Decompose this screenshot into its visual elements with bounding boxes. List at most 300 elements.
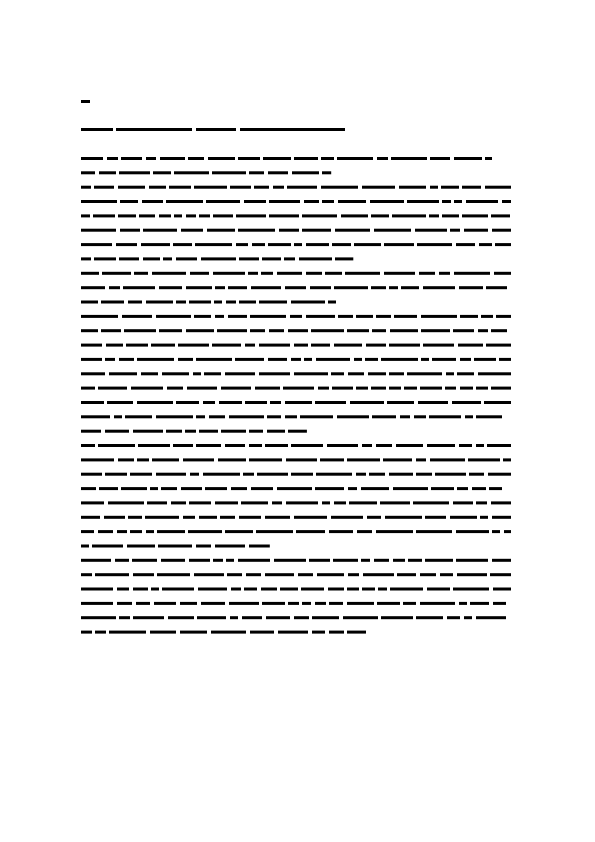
text-word-mark (226, 559, 234, 562)
text-word-mark (466, 200, 498, 203)
text-word-mark (81, 516, 100, 519)
text-word-mark (265, 444, 288, 447)
text-word-mark (472, 487, 486, 490)
text-word-mark (81, 243, 112, 246)
text-word-mark (178, 358, 193, 361)
text-word-mark (302, 229, 331, 232)
text-word-mark (372, 415, 396, 418)
text-word-mark (286, 501, 318, 504)
text-word-mark (460, 387, 473, 390)
text-word-mark (302, 602, 311, 605)
text-word-mark (181, 487, 202, 490)
text-word-mark (329, 602, 343, 605)
text-word-mark (176, 301, 186, 304)
text-word-mark (107, 401, 133, 404)
text-word-mark (257, 473, 288, 476)
text-word-mark (425, 516, 446, 519)
text-word-mark (183, 516, 195, 519)
text-word-mark (167, 387, 183, 390)
text-word-mark (137, 401, 173, 404)
text-word-mark (212, 344, 241, 347)
text-word-mark (81, 358, 102, 361)
text-word-mark (121, 157, 142, 160)
text-word-mark (213, 272, 245, 275)
text-word-mark (221, 430, 246, 433)
text-word-mark (92, 545, 123, 548)
text-word-mark (468, 458, 500, 461)
text-word-mark (476, 387, 488, 390)
text-word-mark (149, 186, 166, 189)
text-word-mark (145, 516, 179, 519)
text-word-mark (189, 301, 211, 304)
text-word-mark (199, 516, 217, 519)
text-word-mark (154, 602, 176, 605)
text-word-mark (274, 559, 306, 562)
text-word-mark (81, 329, 98, 332)
text-word-mark (117, 588, 129, 591)
text-word-mark (150, 487, 158, 490)
text-word-mark (416, 473, 432, 476)
text-word-mark (291, 473, 313, 476)
text-word-mark (269, 200, 300, 203)
text-word-mark (370, 200, 404, 203)
text-word-mark (440, 573, 453, 576)
text-word-mark (152, 272, 186, 275)
text-word-mark (98, 387, 127, 390)
text-word-mark (421, 329, 450, 332)
text-word-mark (151, 344, 175, 347)
text-word-mark (186, 286, 212, 289)
text-word-mark (98, 530, 113, 533)
text-word-mark (270, 401, 281, 404)
text-word-mark (169, 186, 191, 189)
text-word-mark (460, 358, 471, 361)
text-word-mark (163, 257, 172, 260)
text-word-mark (493, 602, 506, 605)
text-word-mark (389, 372, 404, 375)
text-word-mark (203, 473, 240, 476)
text-word-mark (442, 214, 459, 217)
text-word-mark (318, 387, 329, 390)
text-word-mark (429, 214, 439, 217)
text-word-mark (430, 458, 465, 461)
text-word-mark (389, 473, 413, 476)
text-word-mark (338, 315, 353, 318)
text-word-mark (320, 458, 344, 461)
text-word-mark (249, 444, 262, 447)
text-word-mark (158, 545, 192, 548)
text-word-mark (81, 415, 110, 418)
text-word-mark (261, 272, 273, 275)
text-word-mark (265, 573, 294, 576)
text-word-mark (454, 272, 490, 275)
text-word-mark (474, 358, 496, 361)
text-word-mark (420, 573, 436, 576)
text-word-mark (495, 243, 511, 246)
text-word-mark (390, 588, 423, 591)
text-word-mark (127, 545, 155, 548)
text-word-mark (188, 530, 222, 533)
text-word-mark (452, 401, 481, 404)
text-word-mark (462, 214, 488, 217)
text-word-mark (250, 631, 274, 634)
text-word-mark (134, 272, 148, 275)
text-word-mark (332, 387, 353, 390)
text-word-mark (491, 329, 507, 332)
text-word-mark (214, 301, 222, 304)
text-word-mark (227, 573, 242, 576)
text-word-mark (381, 358, 418, 361)
text-word-mark (325, 272, 342, 275)
text-word-mark (250, 329, 265, 332)
text-word-mark (343, 616, 378, 619)
text-word-mark (262, 602, 285, 605)
text-word-mark (250, 315, 286, 318)
text-word-mark (335, 229, 370, 232)
text-word-mark (457, 573, 487, 576)
text-word-mark (485, 186, 511, 189)
text-word-mark (211, 631, 246, 634)
text-word-mark (294, 243, 302, 246)
text-word-mark (361, 487, 389, 490)
text-word-mark (465, 415, 473, 418)
text-word-mark (265, 516, 290, 519)
text-word-mark (294, 372, 328, 375)
text-word-mark (298, 573, 313, 576)
text-word-mark (312, 631, 325, 634)
text-word-mark (312, 616, 339, 619)
text-word-mark (476, 444, 484, 447)
text-word-mark (328, 588, 344, 591)
text-word-mark (118, 186, 145, 189)
text-word-mark (81, 387, 95, 390)
text-word-mark (249, 545, 270, 548)
text-word-mark (99, 487, 118, 490)
text-word-mark (369, 473, 385, 476)
text-word-mark (215, 501, 238, 504)
text-word-mark (322, 200, 334, 203)
text-word-mark (368, 372, 386, 375)
text-word-mark (354, 358, 362, 361)
text-word-mark (128, 301, 142, 304)
text-word-mark (404, 387, 417, 390)
text-word-mark (217, 329, 247, 332)
text-word-mark (453, 329, 474, 332)
text-word-mark (162, 372, 189, 375)
text-word-mark (251, 487, 273, 490)
text-word-mark (490, 573, 511, 576)
text-word-mark (431, 487, 454, 490)
text-word-mark (130, 530, 142, 533)
text-word-mark (245, 344, 255, 347)
text-word-mark (294, 516, 327, 519)
text-word-mark (212, 171, 246, 174)
text-word-mark (456, 559, 488, 562)
text-word-mark (116, 243, 137, 246)
text-word-mark (283, 387, 314, 390)
text-word-mark (139, 214, 155, 217)
text-word-mark (186, 214, 196, 217)
text-word-mark (263, 157, 291, 160)
text-word-mark (476, 415, 502, 418)
text-word-mark (119, 616, 130, 619)
text-word-mark (458, 344, 483, 347)
text-word-mark (478, 372, 511, 375)
text-word-mark (334, 501, 346, 504)
text-word-mark (141, 243, 170, 246)
text-word-mark (378, 588, 387, 591)
text-word-mark (180, 631, 207, 634)
text-word-mark (315, 487, 344, 490)
text-word-mark (199, 430, 218, 433)
text-word-mark (95, 573, 129, 576)
text-word-mark (347, 602, 374, 605)
text-word-mark (427, 444, 455, 447)
text-word-mark (374, 559, 389, 562)
text-word-mark (453, 501, 473, 504)
text-word-mark (442, 200, 451, 203)
text-word-mark (215, 545, 245, 548)
text-word-mark (256, 530, 293, 533)
text-word-mark (296, 530, 325, 533)
text-word-mark (462, 186, 481, 189)
text-word-mark (218, 458, 246, 461)
text-word-mark (269, 214, 299, 217)
text-word-mark (242, 616, 262, 619)
text-word-mark (396, 444, 423, 447)
text-word-mark (387, 401, 414, 404)
text-word-mark (230, 186, 251, 189)
text-word-mark (486, 344, 511, 347)
text-word-mark (109, 631, 146, 634)
text-word-mark (150, 631, 176, 634)
text-word-mark (416, 530, 452, 533)
text-word-mark (454, 200, 462, 203)
text-word-mark (381, 616, 413, 619)
text-word-mark (251, 286, 281, 289)
text-word-mark (141, 372, 158, 375)
text-word-mark (347, 631, 366, 634)
text-word-mark (121, 487, 147, 490)
text-word-mark (156, 415, 193, 418)
text-word-mark (81, 501, 104, 504)
text-word-mark (357, 530, 372, 533)
text-word-mark (81, 171, 95, 174)
text-word-mark (219, 401, 242, 404)
text-word-mark (261, 588, 277, 591)
text-word-mark (109, 372, 137, 375)
text-word-mark (81, 559, 111, 562)
text-word-mark (328, 301, 336, 304)
text-word-mark (430, 157, 450, 160)
text-word-mark (492, 530, 500, 533)
text-word-mark (496, 315, 511, 318)
text-word-mark (459, 602, 467, 605)
text-word-mark (321, 157, 334, 160)
text-word-mark (327, 444, 358, 447)
text-word-mark (390, 329, 418, 332)
text-word-mark (345, 272, 380, 275)
text-word-mark (81, 487, 96, 490)
text-word-mark (249, 458, 282, 461)
text-word-mark (81, 315, 118, 318)
text-word-mark (488, 473, 511, 476)
text-word-mark (450, 516, 477, 519)
text-word-mark (231, 487, 247, 490)
text-word-mark (249, 171, 264, 174)
text-word-mark (143, 257, 160, 260)
text-word-mark (131, 387, 163, 390)
text-word-mark (199, 214, 210, 217)
text-word-mark (215, 315, 224, 318)
text-word-mark (416, 458, 426, 461)
text-word-mark (341, 214, 368, 217)
text-word-mark (81, 200, 117, 203)
text-word-mark (459, 444, 472, 447)
text-word-mark (159, 286, 182, 289)
text-word-mark (249, 430, 263, 433)
text-word-mark (334, 344, 362, 347)
text-word-mark (460, 315, 478, 318)
text-word-mark (277, 272, 302, 275)
text-word-mark (420, 387, 442, 390)
text-word-mark (385, 516, 422, 519)
text-word-mark (489, 487, 502, 490)
text-word-mark (294, 157, 318, 160)
text-word-mark (432, 358, 456, 361)
text-word-mark (291, 301, 325, 304)
text-word-mark (420, 602, 455, 605)
text-word-mark (176, 401, 199, 404)
text-word-mark (286, 458, 317, 461)
text-word-mark (456, 530, 489, 533)
text-word-mark (238, 559, 270, 562)
text-word-mark (133, 616, 164, 619)
text-word-mark (329, 631, 344, 634)
text-word-mark (366, 344, 386, 347)
text-word-mark (380, 501, 410, 504)
text-word-mark (126, 344, 148, 347)
text-word-mark (254, 186, 269, 189)
text-word-mark (262, 257, 281, 260)
text-word-mark (389, 286, 398, 289)
text-word-mark (356, 315, 373, 318)
text-word-mark (209, 415, 225, 418)
text-word-mark (171, 501, 186, 504)
text-word-mark (332, 243, 351, 246)
text-word-mark (348, 573, 359, 576)
text-word-mark (425, 559, 453, 562)
text-word-mark (108, 501, 144, 504)
text-word-mark (267, 415, 281, 418)
text-word-mark (166, 430, 182, 433)
text-word-mark (81, 372, 105, 375)
text-word-mark (376, 444, 392, 447)
text-word-mark (102, 272, 131, 275)
text-word-mark (81, 573, 92, 576)
text-word-mark (187, 387, 217, 390)
text-word-mark (306, 272, 322, 275)
text-word-mark (334, 286, 368, 289)
text-word-mark (470, 602, 489, 605)
text-word-mark (361, 559, 370, 562)
text-word-mark (81, 401, 104, 404)
text-word-mark (504, 530, 511, 533)
text-word-mark (228, 315, 247, 318)
text-word-mark (304, 200, 319, 203)
text-word-mark (201, 602, 225, 605)
text-word-mark (503, 458, 511, 461)
text-word-mark (105, 473, 127, 476)
text-word-mark (350, 401, 384, 404)
text-word-mark (279, 229, 299, 232)
text-word-mark (337, 157, 373, 160)
text-word-mark (347, 329, 369, 332)
text-word-mark (413, 501, 449, 504)
text-word-mark (459, 286, 483, 289)
text-word-mark (248, 272, 258, 275)
text-word-mark (269, 329, 284, 332)
text-word-mark (124, 329, 156, 332)
text-word-mark (133, 573, 154, 576)
text-word-mark (194, 186, 227, 189)
text-word-mark (321, 186, 358, 189)
text-word-mark (356, 387, 368, 390)
text-word-mark (105, 358, 115, 361)
text-word-mark (138, 444, 170, 447)
text-word-mark (133, 430, 163, 433)
text-word-mark (160, 157, 185, 160)
text-word-mark (291, 358, 301, 361)
text-word-mark (469, 473, 484, 476)
text-word-mark (81, 602, 113, 605)
text-word-mark (94, 257, 116, 260)
text-word-mark (120, 229, 140, 232)
text-word-mark (347, 458, 380, 461)
text-word-mark (245, 401, 267, 404)
text-word-mark (225, 530, 253, 533)
text-word-mark (133, 588, 148, 591)
text-word-mark (146, 530, 154, 533)
text-word-mark (207, 229, 235, 232)
text-word-mark (273, 186, 284, 189)
text-word-mark (194, 573, 224, 576)
text-word-mark (491, 214, 510, 217)
text-word-mark (181, 229, 203, 232)
text-word-mark (337, 415, 369, 418)
text-word-mark (316, 473, 352, 476)
text-word-mark (101, 301, 124, 304)
text-word-mark (491, 501, 511, 504)
text-word-mark (285, 401, 312, 404)
text-word-mark (479, 243, 492, 246)
text-word-mark (159, 329, 182, 332)
text-word-mark (377, 157, 388, 160)
text-word-mark (400, 415, 410, 418)
text-word-mark (225, 372, 255, 375)
text-word-mark (259, 344, 290, 347)
text-word-mark (239, 301, 256, 304)
text-word-mark (115, 559, 129, 562)
text-word-mark (190, 473, 199, 476)
text-word-mark (354, 243, 381, 246)
text-word-mark (310, 286, 331, 289)
text-word-mark (268, 358, 287, 361)
text-word-mark (268, 243, 291, 246)
text-word-mark (81, 430, 101, 433)
text-word-mark (132, 559, 157, 562)
text-word-mark (397, 573, 416, 576)
